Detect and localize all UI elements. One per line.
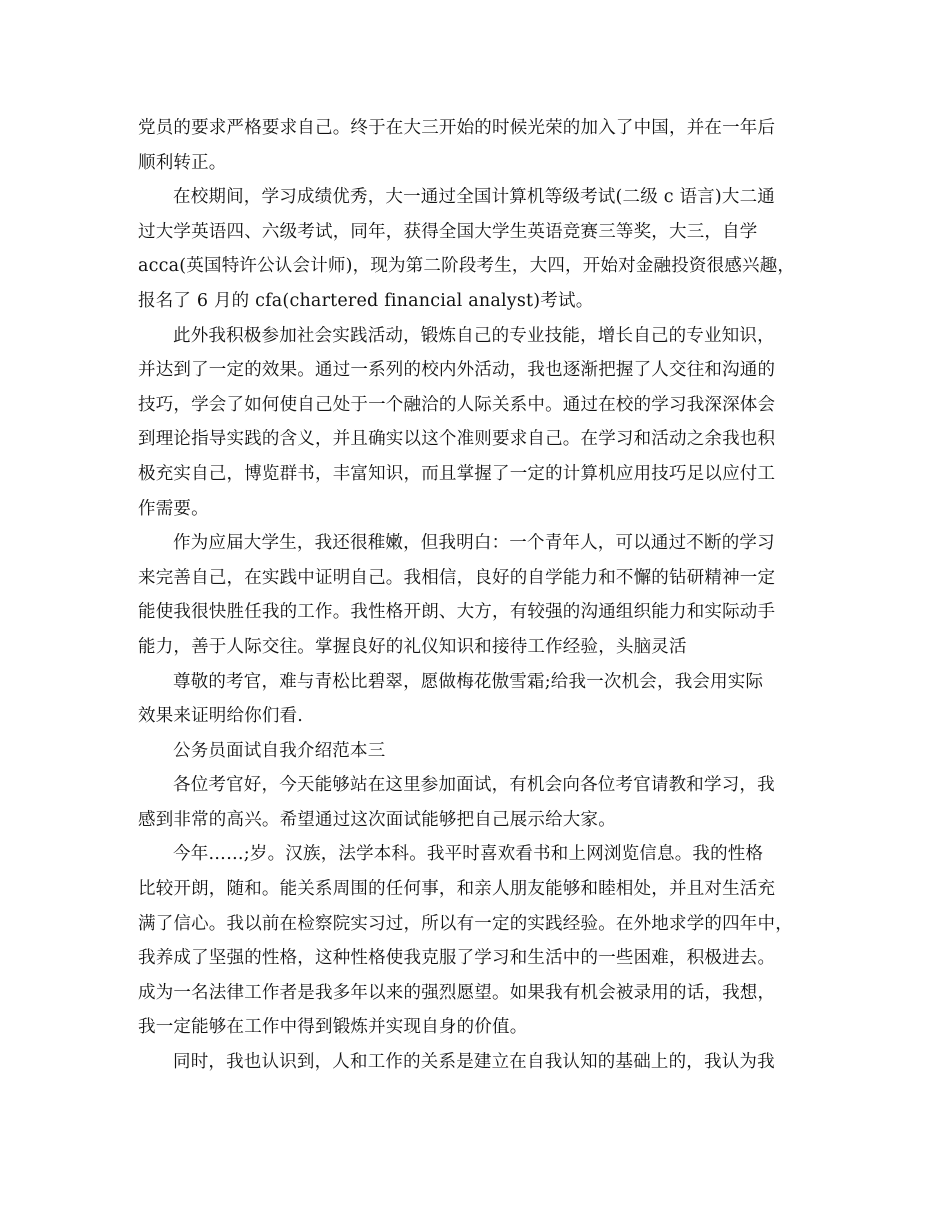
text-line: 满了信心。我以前在检察院实习过，所以有一定的实践经验。在外地求学的四年中，: [138, 913, 793, 934]
text-line: acca(英国特许公认会计师)，现为第二阶段考生，大四，开始对金融投资很感兴趣，: [138, 256, 796, 277]
text-line: 过大学英语四、六级考试，同年，获得全国大学生英语竞赛三等奖，大三，自学: [138, 221, 758, 242]
text-line: 顺利转正。: [138, 152, 227, 173]
text-line: 同时，我也认识到，人和工作的关系是建立在自我认知的基础上的，我认为我: [173, 1052, 775, 1073]
text-line: 比较开朗，随和。能关系周围的任何事，和亲人朋友能够和睦相处，并且对生活充: [138, 879, 776, 900]
text-line: 技巧，学会了如何使自己处于一个融洽的人际关系中。通过在校的学习我深深体会: [138, 394, 776, 415]
text-line: 尊敬的考官，难与青松比碧翠，愿做梅花傲雪霜;给我一次机会，我会用实际: [173, 671, 764, 692]
text-line: 来完善自己，在实践中证明自己。我相信，良好的自学能力和不懈的钻研精神一定: [138, 567, 776, 588]
text-line: 我养成了坚强的性格，这种性格使我克服了学习和生活中的一些困难，积极进去。: [138, 948, 776, 969]
section-heading: [138, 734, 818, 769]
text-line: 各位考官好，今天能够站在这里参加面试，有机会向各位考官请教和学习，我: [173, 775, 775, 796]
paragraph-9: [138, 1045, 818, 1080]
text-line: 能力，善于人际交往。掌握良好的礼仪知识和接待工作经验，头脑灵活: [138, 636, 687, 657]
text-line: 公务员面试自我介绍范本三: [173, 740, 386, 761]
paragraph-4: [138, 526, 818, 664]
text-line: 能使我很快胜任我的工作。我性格开朗、大方，有较强的沟通组织能力和实际动手: [138, 602, 776, 623]
paragraph-8: [138, 837, 818, 1045]
paragraph-3: [138, 319, 818, 527]
text-line: 作为应届大学生，我还很稚嫩，但我明白：一个青年人，可以通过不断的学习: [173, 533, 775, 554]
paragraph-7: [138, 768, 818, 837]
document-body: [138, 111, 818, 1080]
text-line: 感到非常的高兴。希望通过这次面试能够把自己展示给大家。: [138, 809, 616, 830]
text-line: 报名了 6 月的 cfa(chartered financial analyst)考试。: [138, 290, 594, 311]
text-line: 我一定能够在工作中得到锻炼并实现自身的价值。: [138, 1017, 528, 1038]
text-line: 到理论指导实践的含义，并且确实以这个准则要求自己。在学习和活动之余我也积: [138, 429, 776, 450]
paragraph-2: [138, 180, 818, 318]
text-line: 在校期间，学习成绩优秀，大一通过全国计算机等级考试(二级 c 语言)大二通: [173, 187, 775, 208]
text-line: 党员的要求严格要求自己。终于在大三开始的时候光荣的加入了中国，并在一年后: [138, 118, 776, 138]
text-line: 作需要。: [138, 498, 209, 519]
text-line: 此外我积极参加社会实践活动，锻炼自己的专业技能，增长自己的专业知识，: [173, 325, 775, 346]
text-line: 今年……;岁。汉族，法学本科。我平时喜欢看书和上网浏览信息。我的性格: [173, 844, 764, 865]
paragraph-1: [138, 111, 818, 180]
text-line: 效果来证明给你们看.: [138, 706, 304, 727]
text-line: 并达到了一定的效果。通过一系列的校内外活动，我也逐渐把握了人交往和沟通的: [138, 360, 776, 381]
text-line: 成为一名法律工作者是我多年以来的强烈愿望。如果我有机会被录用的话，我想，: [138, 982, 776, 1003]
text-line: 极充实自己，博览群书，丰富知识，而且掌握了一定的计算机应用技巧足以应付工: [138, 463, 776, 484]
paragraph-5: [138, 665, 818, 734]
